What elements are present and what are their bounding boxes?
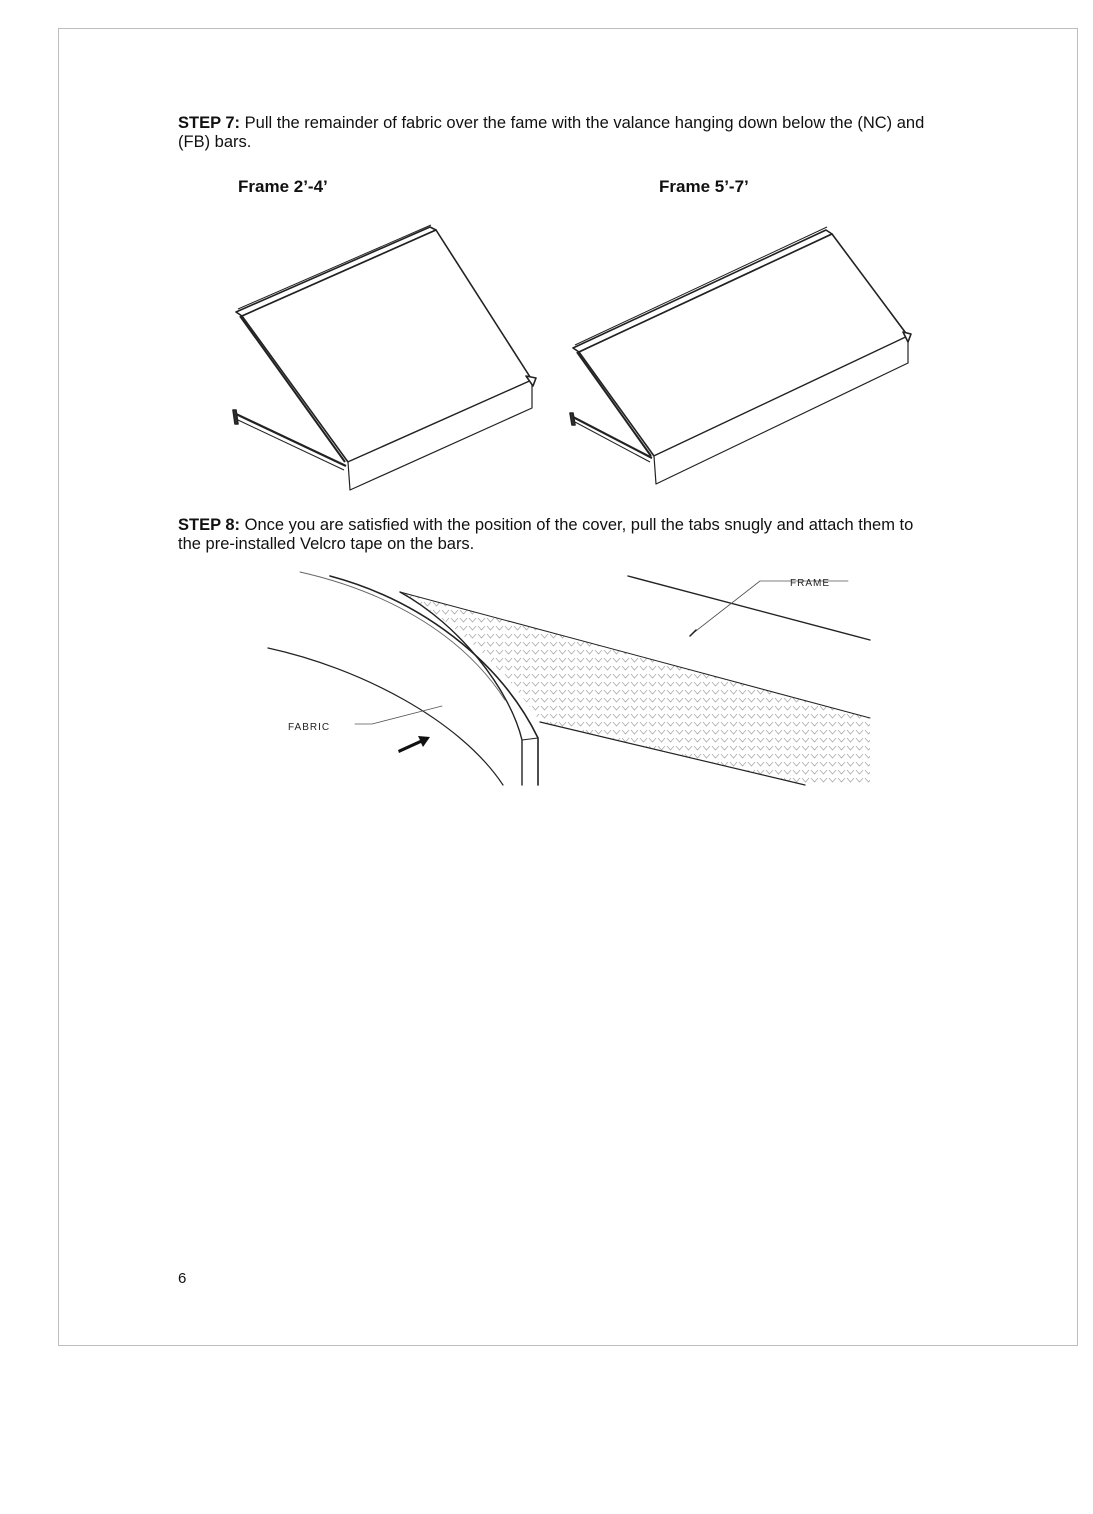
frame-5-7-label: Frame 5’-7’ (659, 177, 749, 196)
frame-callout-label: FRAME (790, 578, 830, 589)
page-number: 6 (178, 1270, 187, 1287)
step-7-label: STEP 7: (178, 114, 241, 132)
fabric-callout-label: FABRIC (288, 722, 331, 733)
step-8-label: STEP 8: (178, 516, 241, 534)
frame-2-4-label: Frame 2’-4’ (238, 177, 328, 196)
step-8-text: Once you are satisfied with the position of the cover, pull the tabs snugly and attach them to the pre-installed Velcro tape on the bars. (178, 516, 914, 553)
step-7-text: Pull the remainder of fabric over the fame with the valance hanging down below the (NC) and (FB) bars. (178, 114, 925, 151)
